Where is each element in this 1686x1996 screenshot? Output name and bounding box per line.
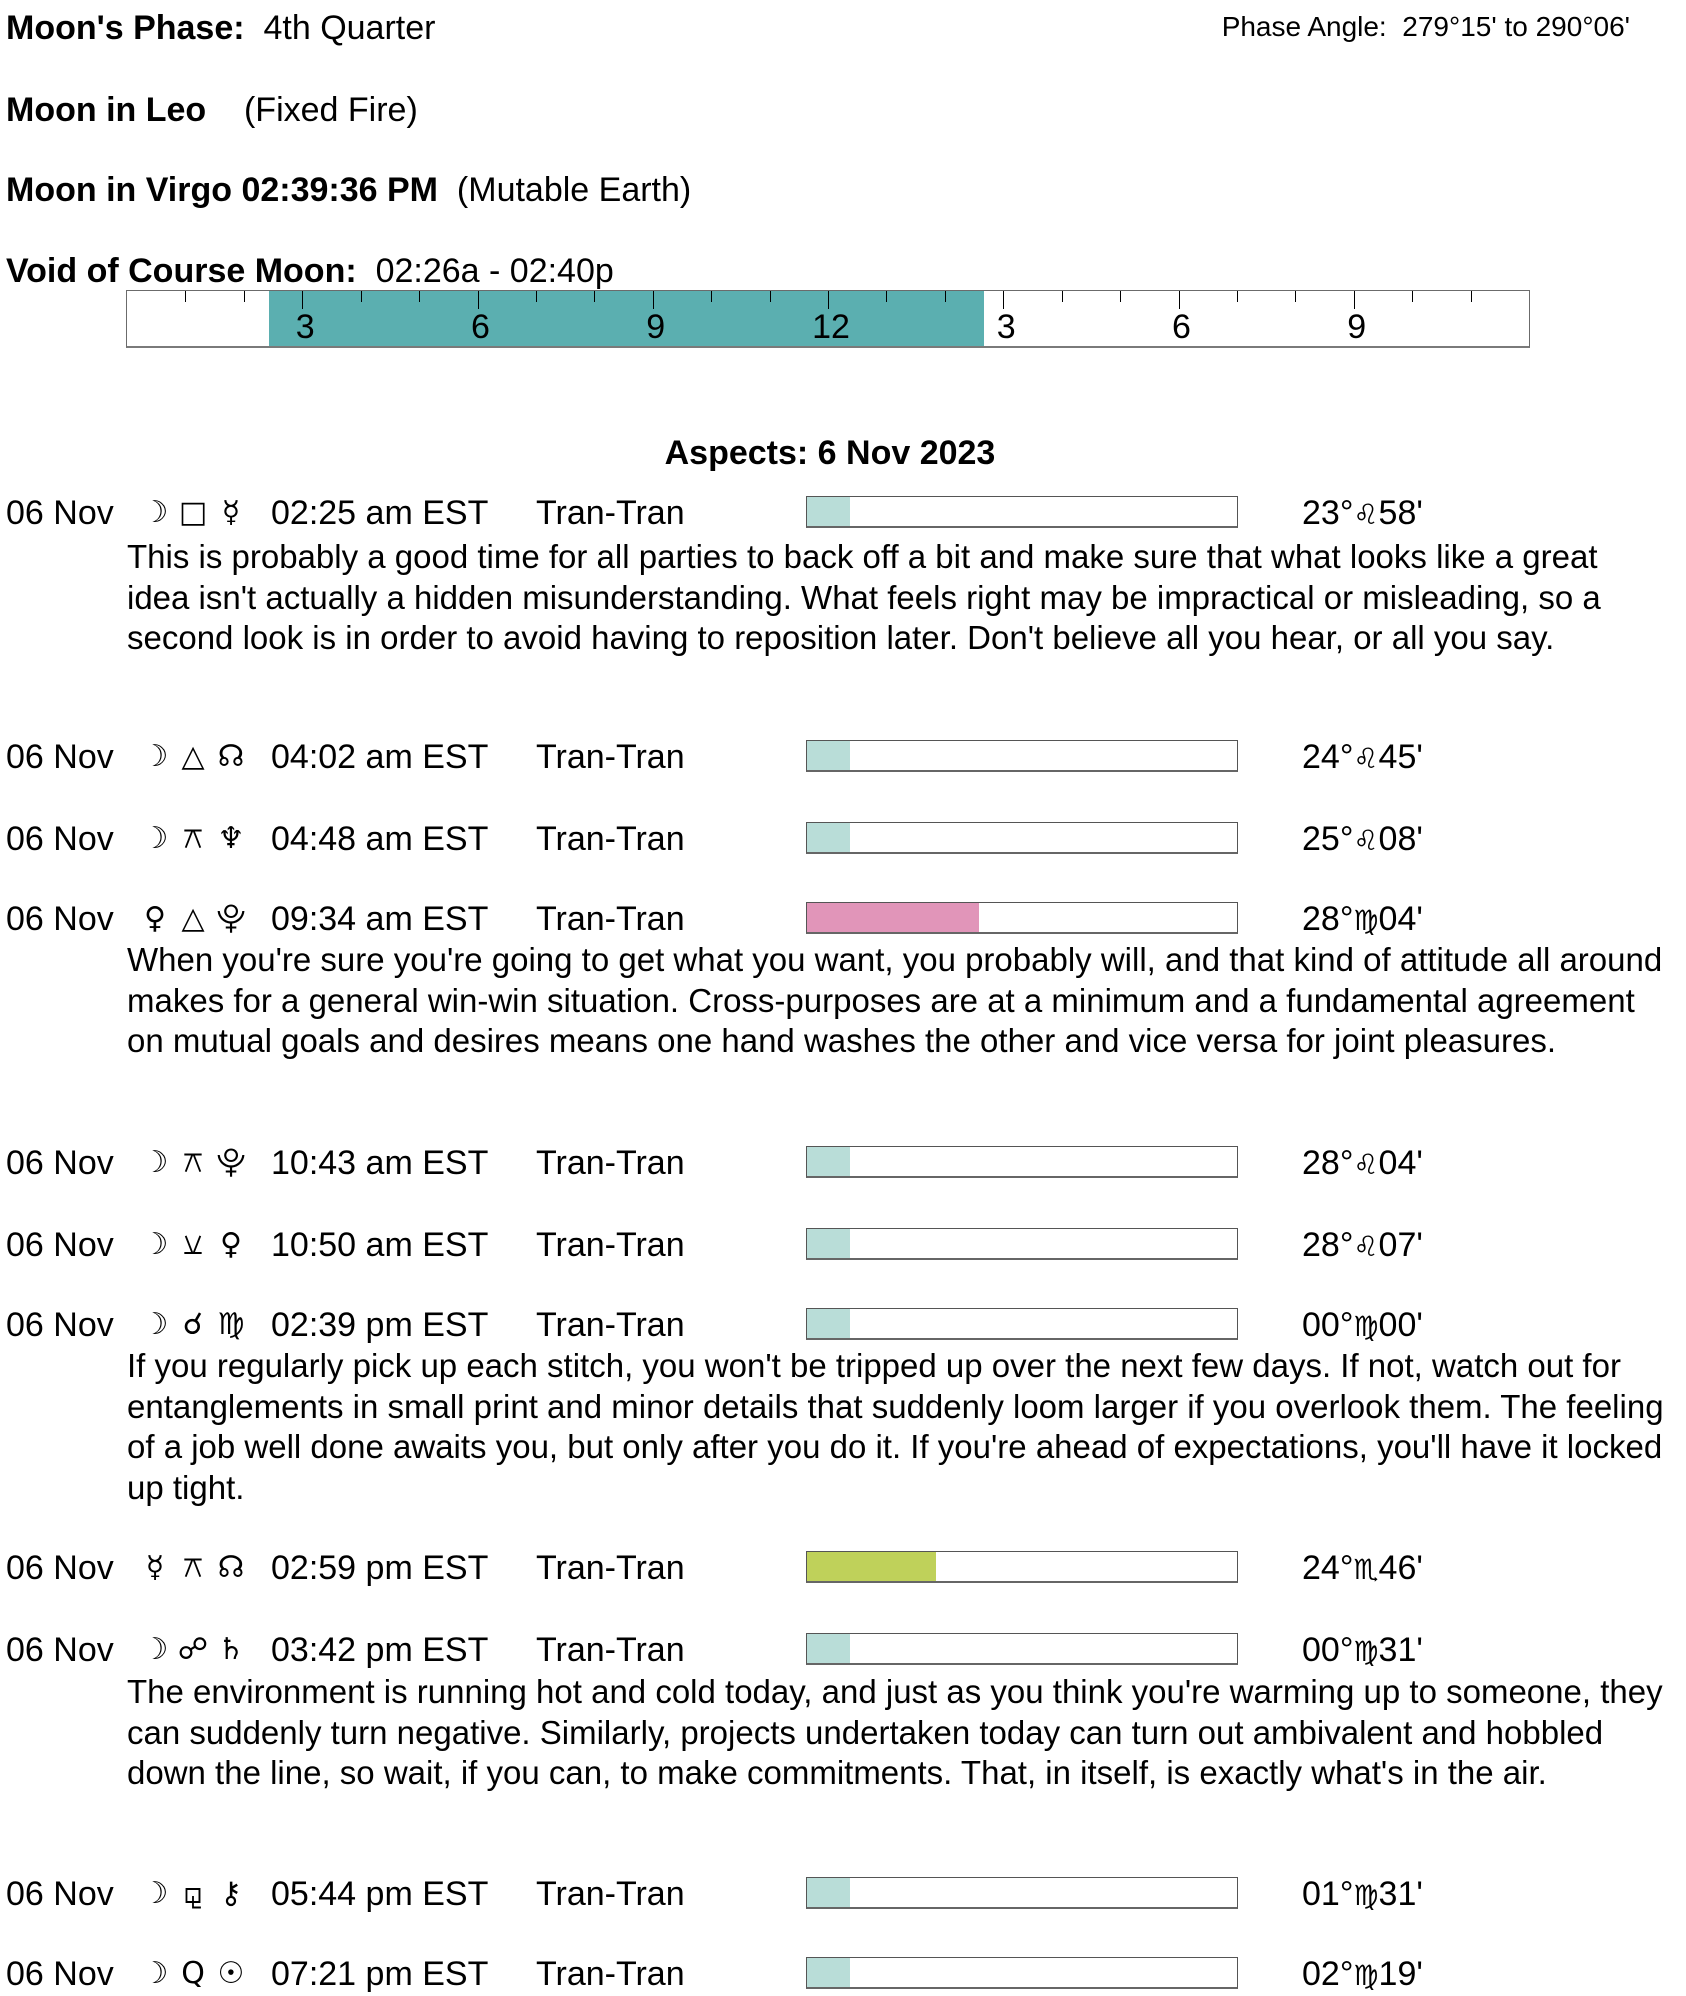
aspect-position: [1302, 1143, 1423, 1185]
timeline-tick: [302, 291, 303, 309]
timeline-tick: [361, 291, 362, 302]
aspect-strength-bar: [806, 1308, 1238, 1340]
aspect-position: [1302, 1305, 1423, 1347]
north-node-icon: ☊: [217, 739, 245, 774]
aspect-glyphs: [136, 1305, 250, 1345]
moon-sign-virgo: [6, 170, 691, 210]
timeline-tick: [185, 291, 186, 302]
timeline-hour-label: 3: [996, 308, 1016, 346]
timeline-tick: [653, 291, 654, 309]
aspect-interpretation: The environment is running hot and cold today, and just as you think you're warming up to someone, they can suddenly turn negative. Similarly, projects undertaken today can turn out ambivalent and hobbled down the line, so wait, if you can, to make commitments. That, in itself, is exactly what's in the air.: [127, 1673, 1663, 1791]
timeline-hour-label: 9: [1347, 308, 1367, 346]
aspect-strength-bar: [806, 740, 1238, 772]
aspect-glyphs: [136, 1630, 250, 1670]
aspect-date: 06 Nov: [6, 1306, 114, 1344]
timeline-tick: [770, 291, 771, 302]
aspect-time: 10:50 am EST: [271, 1226, 489, 1264]
aspect-glyphs: [136, 493, 250, 533]
quincunx-icon: ⚻: [183, 1550, 203, 1585]
pluto-icon: ⯓: [216, 901, 246, 936]
position-minutes: 04': [1378, 1144, 1423, 1182]
zodiac-sign-icon: ♍: [1353, 1879, 1379, 1912]
timeline-tick: [1354, 291, 1355, 309]
aspect-time: 05:44 pm EST: [271, 1875, 489, 1913]
aspect-time: 04:48 am EST: [271, 820, 489, 858]
aspect-time: 10:43 am EST: [271, 1144, 489, 1182]
virgo-icon: ♍: [217, 1307, 245, 1342]
timeline-tick: [886, 291, 887, 302]
zodiac-sign-icon: ♍: [1353, 1959, 1379, 1992]
aspect-glyphs: [136, 737, 250, 777]
timeline-tick: [594, 291, 595, 302]
zodiac-sign-icon: ♍: [1353, 904, 1379, 937]
aspect-position: [1302, 737, 1423, 779]
aspect-date: 06 Nov: [6, 1875, 114, 1913]
aspect-type: Tran-Tran: [536, 1226, 685, 1264]
timeline-hour-label: 6: [1172, 308, 1191, 346]
phase-angle-value: 279°15' to 290°06': [1402, 11, 1630, 42]
position-minutes: 31': [1378, 1875, 1423, 1913]
moon-icon: ☽: [141, 495, 169, 530]
moon-icon: ☽: [141, 1227, 169, 1262]
void-of-course: [6, 251, 614, 291]
aspect-strength-bar: [806, 496, 1238, 528]
aspect-strength-fill: [807, 903, 979, 932]
aspect-glyphs: [136, 1874, 250, 1914]
aspect-interpretation: This is probably a good time for all parties to back off a bit and make sure that what looks like a great idea isn't actually a hidden misunderstanding. What feels right may be impractical or misleading, so a second look is in order to avoid having to reposition later. Don't believe all you hear, or all you say.: [127, 538, 1601, 656]
opposition-icon: ☍: [177, 1632, 209, 1667]
position-minutes: 46': [1378, 1549, 1423, 1587]
aspect-time: 07:21 pm EST: [271, 1955, 489, 1993]
timeline-tick: [1003, 291, 1004, 309]
void-of-course-value: 02:26a - 02:40p: [375, 252, 614, 290]
moon-icon: ☽: [141, 1956, 169, 1991]
timeline-tick: [1179, 291, 1180, 309]
mercury-icon: ☿: [145, 1550, 165, 1585]
moon-icon: ☽: [141, 739, 169, 774]
aspects-heading: Aspects: 6 Nov 2023: [664, 434, 996, 472]
aspect-date: 06 Nov: [6, 900, 114, 938]
semi-sextile-icon: ⚺: [183, 1227, 203, 1262]
aspect-date: 06 Nov: [6, 1549, 114, 1587]
aspect-position: [1302, 1874, 1423, 1916]
aspect-strength-bar: [806, 1551, 1238, 1583]
aspect-interpretation: If you regularly pick up each stitch, you won't be tripped up over the next few days. If not, watch out for entanglements in small print and minor details that suddenly loom larger if you overlook them. The feeling of a job well done awaits you, but only after you do it. If you're ahead of expectations, you'll have it locked up tight.: [127, 1347, 1664, 1506]
aspect-strength-bar: [806, 1877, 1238, 1909]
aspect-type: Tran-Tran: [536, 494, 685, 532]
aspect-glyphs: [136, 1954, 250, 1994]
aspect-strength-fill: [807, 1878, 850, 1907]
moon-sign-leo-label: Moon in Leo: [6, 91, 207, 129]
timeline-tick: [1412, 291, 1413, 302]
aspect-position: [1302, 1548, 1423, 1590]
void-of-course-label: Void of Course Moon:: [6, 252, 357, 290]
aspect-date: 06 Nov: [6, 820, 114, 858]
timeline-tick: [711, 291, 712, 302]
aspect-type: Tran-Tran: [536, 1549, 685, 1587]
aspect-glyphs: [136, 1143, 250, 1183]
aspect-glyphs: [136, 899, 250, 939]
square-icon: □: [178, 495, 208, 530]
position-degrees: 25°: [1302, 820, 1354, 858]
trine-icon: △: [181, 901, 205, 936]
position-minutes: 31': [1378, 1631, 1423, 1669]
aspect-glyphs: [136, 1548, 250, 1588]
position-degrees: 02°: [1302, 1955, 1354, 1993]
aspect-type: Tran-Tran: [536, 1955, 685, 1993]
aspect-strength-fill: [807, 497, 850, 526]
trine-icon: △: [181, 739, 205, 774]
zodiac-sign-icon: ♌: [1353, 824, 1379, 857]
aspect-position: [1302, 899, 1423, 941]
aspect-type: Tran-Tran: [536, 1306, 685, 1344]
aspect-type: Tran-Tran: [536, 1875, 685, 1913]
timeline-hour-label: 3: [295, 308, 315, 346]
aspect-time: 04:02 am EST: [271, 738, 489, 776]
phase-angle: [1222, 10, 1630, 44]
aspect-type: Tran-Tran: [536, 900, 685, 938]
moon-icon: ☽: [141, 1632, 169, 1667]
phase-angle-label: Phase Angle:: [1221, 11, 1387, 42]
sun-icon: ☉: [217, 1956, 245, 1991]
moon-icon: ☽: [141, 1145, 169, 1180]
timeline-hour-label: 9: [646, 308, 666, 346]
timeline-tick: [244, 291, 245, 302]
aspect-time: 03:42 pm EST: [271, 1631, 489, 1669]
aspect-date: 06 Nov: [6, 1631, 114, 1669]
aspect-time: 02:25 am EST: [271, 494, 489, 532]
position-degrees: 00°: [1302, 1306, 1354, 1344]
aspect-strength-fill: [807, 1147, 850, 1176]
position-degrees: 00°: [1302, 1631, 1354, 1669]
venus-icon: ♀: [220, 1227, 242, 1262]
zodiac-sign-icon: ♍: [1353, 1635, 1379, 1668]
moon-phase-value: 4th Quarter: [263, 9, 436, 47]
moon-icon: ☽: [141, 1307, 169, 1342]
aspect-position: [1302, 1225, 1423, 1267]
pluto-icon: ⯓: [216, 1145, 246, 1180]
moon-sign-virgo-detail: (Mutable Earth): [456, 171, 692, 209]
aspect-strength-bar: [806, 1228, 1238, 1260]
zodiac-sign-icon: ♌: [1353, 1230, 1379, 1263]
aspect-position: [1302, 1954, 1423, 1996]
aspect-strength-bar: [806, 1146, 1238, 1178]
timeline-tick: [1295, 291, 1296, 302]
north-node-icon: ☊: [217, 1550, 245, 1585]
aspect-strength-bar: [806, 822, 1238, 854]
quincunx-icon: ⚻: [183, 821, 203, 856]
neptune-icon: ♆: [217, 821, 245, 856]
timeline-tick: [828, 291, 829, 309]
aspect-date: 06 Nov: [6, 1226, 114, 1264]
aspect-position: [1302, 1630, 1423, 1672]
venus-icon: ♀: [144, 901, 166, 936]
zodiac-sign-icon: ♌: [1353, 1148, 1379, 1181]
aspect-strength-fill: [807, 741, 850, 770]
aspect-type: Tran-Tran: [536, 820, 685, 858]
aspect-date: 06 Nov: [6, 738, 114, 776]
timeline-tick: [1237, 291, 1238, 302]
aspect-strength-fill: [807, 1634, 850, 1663]
chiron-icon: ⚷: [220, 1876, 242, 1911]
aspect-strength-fill: [807, 1552, 936, 1581]
position-degrees: 28°: [1302, 1144, 1354, 1182]
timeline-tick: [945, 291, 946, 302]
position-minutes: 45': [1378, 738, 1423, 776]
aspect-strength-fill: [807, 1229, 850, 1258]
zodiac-sign-icon: ♍: [1353, 1310, 1379, 1343]
quincunx-icon: ⚻: [183, 1145, 203, 1180]
moon-icon: ☽: [141, 1876, 169, 1911]
aspect-type: Tran-Tran: [536, 1144, 685, 1182]
zodiac-sign-icon: ♌: [1353, 742, 1379, 775]
aspect-type: Tran-Tran: [536, 738, 685, 776]
timeline-tick: [478, 291, 479, 309]
aspect-date: 06 Nov: [6, 1955, 114, 1993]
moon-sign-virgo-label: Moon in Virgo 02:39:36 PM: [6, 171, 439, 209]
position-degrees: 24°: [1302, 738, 1354, 776]
position-minutes: 07': [1378, 1226, 1423, 1264]
aspect-date: 06 Nov: [6, 494, 114, 532]
aspect-strength-bar: [806, 1633, 1238, 1665]
position-minutes: 58': [1378, 494, 1423, 532]
zodiac-sign-icon: ♌: [1353, 498, 1379, 531]
position-minutes: 08': [1378, 820, 1423, 858]
aspect-strength-bar: [806, 902, 1238, 934]
aspect-glyphs: [136, 819, 250, 859]
aspect-time: 09:34 am EST: [271, 900, 489, 938]
timeline-tick: [1471, 291, 1472, 302]
void-of-course-range: [269, 291, 984, 346]
position-minutes: 04': [1378, 900, 1423, 938]
quintile-icon: Q: [181, 1956, 205, 1991]
timeline-tick: [419, 291, 420, 302]
mercury-icon: ☿: [221, 495, 241, 530]
aspect-strength-fill: [807, 1309, 850, 1338]
aspect-glyphs: [136, 1225, 250, 1265]
saturn-icon: ♄: [217, 1632, 245, 1667]
position-degrees: 24°: [1302, 1549, 1354, 1587]
moon-phase-label: Moon's Phase:: [6, 9, 245, 47]
aspect-time: 02:39 pm EST: [271, 1306, 489, 1344]
timeline-hour-label: 12: [812, 308, 850, 346]
aspect-type: Tran-Tran: [536, 1631, 685, 1669]
aspect-strength-fill: [807, 823, 850, 852]
position-minutes: 00': [1378, 1306, 1423, 1344]
aspect-position: [1302, 493, 1423, 535]
aspect-strength-fill: [807, 1958, 850, 1987]
position-degrees: 28°: [1302, 900, 1354, 938]
aspect-date: 06 Nov: [6, 1144, 114, 1182]
position-degrees: 01°: [1302, 1875, 1354, 1913]
zodiac-sign-icon: ♏: [1353, 1553, 1379, 1586]
position-minutes: 19': [1378, 1955, 1423, 1993]
moon-sign-leo-detail: (Fixed Fire): [243, 91, 418, 129]
moon-phase: [6, 8, 435, 48]
aspect-interpretation: When you're sure you're going to get what you want, you probably will, and that kind of attitude all around makes for a general win-win situation. Cross-purposes are at a minimum and a fundamental agreement on mutual goals and desires means one hand washes the other and vice versa for joint pleasures.: [127, 941, 1663, 1059]
void-of-course-timeline: [126, 290, 1530, 348]
timeline-tick: [1062, 291, 1063, 302]
conjunction-icon: ☌: [182, 1307, 204, 1342]
timeline-tick: [1120, 291, 1121, 302]
timeline-tick: [536, 291, 537, 302]
aspect-time: 02:59 pm EST: [271, 1549, 489, 1587]
moon-sign-leo: [6, 90, 418, 130]
position-degrees: 23°: [1302, 494, 1354, 532]
aspect-strength-bar: [806, 1957, 1238, 1989]
sesquiquadrate-icon: ⚼: [182, 1876, 204, 1911]
timeline-hour-label: 6: [471, 308, 490, 346]
moon-icon: ☽: [141, 821, 169, 856]
position-degrees: 28°: [1302, 1226, 1354, 1264]
aspect-position: [1302, 819, 1423, 861]
